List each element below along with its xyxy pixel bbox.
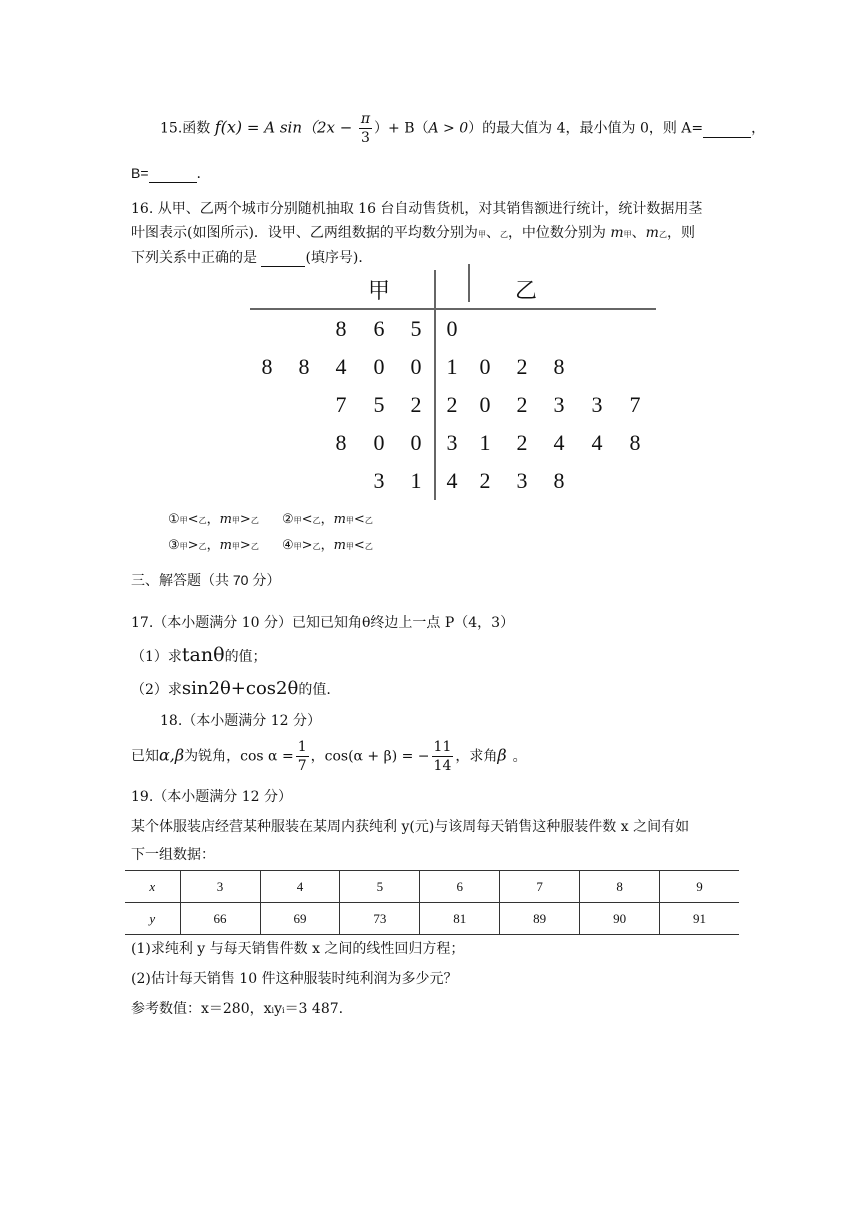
q16-option-m: m [219, 512, 232, 527]
q15-comma: ， [751, 120, 766, 137]
q15-blank-b[interactable] [149, 166, 197, 183]
leaf-right: 2 [516, 430, 528, 455]
table-cell: 73 [340, 903, 420, 935]
q16-option-rel1: < [301, 512, 313, 527]
leaf-right: 8 [629, 430, 641, 455]
stem-leaf-left-rule [434, 270, 436, 500]
q18-frac2: $\frac{11}{14}$ [433, 739, 452, 774]
q16-line1: 16. 从甲、乙两个城市分别随机抽取 16 台自动售货机，对其销售额进行统计，统计数据用茎 [131, 201, 703, 217]
q16-option-rel2: < [353, 512, 365, 527]
q16-line2-text: 叶图表示(如图所示)．设甲、乙两组数据的平均数分别为 [131, 225, 478, 241]
q16-option-m: m [219, 538, 232, 553]
q15-line [160, 112, 765, 145]
q18-beta: β [497, 745, 507, 765]
leaf-right: 8 [553, 354, 565, 379]
q16-option-ma: 甲 [345, 542, 354, 551]
table-cell: 66 [180, 903, 260, 935]
leaf-left: 3 [373, 468, 385, 493]
q16-option-a: 甲 [293, 542, 302, 551]
q16-option-ma: 甲 [231, 542, 240, 551]
q16-option [282, 508, 373, 527]
q16-line3-text: 下列关系中正确的是 [131, 250, 257, 266]
q19-ref-c: ＝3 487. [284, 1001, 344, 1017]
q16-line2 [131, 222, 695, 242]
q19-part1: (1)求纯利 y 与每天销售件数 x 之间的线性回归方程； [131, 941, 465, 957]
q18-head: 18.（本小题满分 12 分） [160, 713, 321, 729]
table-cell: 3 [180, 871, 260, 903]
stem-leaf-plot [250, 270, 660, 500]
data-table [125, 870, 739, 935]
stem: 2 [446, 392, 458, 417]
leaf-left: 1 [410, 468, 422, 493]
q16-option [168, 534, 259, 553]
q16-option-rel2: > [239, 538, 251, 553]
q16-m-a: m [610, 225, 624, 241]
q16-option [168, 508, 259, 527]
q17-part1 [131, 644, 267, 666]
q16-option-b: 乙 [198, 542, 207, 551]
stem-leaf-header-rule [250, 308, 656, 310]
leaf-left: 0 [410, 354, 422, 379]
leaf-left: 0 [373, 354, 385, 379]
table-header-x: x [125, 871, 180, 903]
q18-frac1: $\frac{1}{7}$ [297, 739, 307, 774]
leaf-right: 0 [479, 392, 491, 417]
q16-option-rel1: > [301, 538, 313, 553]
q16-option-mb: 乙 [364, 542, 373, 551]
leaf-left: 4 [335, 354, 347, 379]
leaf-right: 3 [591, 392, 603, 417]
q18-cos2: cos(α + β) = − [324, 748, 430, 765]
leaf-left: 0 [410, 430, 422, 455]
table-cell: 5 [340, 871, 420, 903]
q15-period: . [196, 166, 201, 182]
q16-m-jia: 甲 [623, 230, 632, 239]
leaf-left: 0 [373, 430, 385, 455]
q16-option-mark: ④ [282, 538, 294, 553]
q17-sincos: sin2θ+cos2θ [181, 678, 299, 699]
leaf-right: 1 [479, 430, 491, 455]
q19-ref-sub1: i [271, 1006, 275, 1015]
q16-option-a: 甲 [179, 542, 188, 551]
leaf-right: 2 [516, 392, 528, 417]
q18-cos1: cos α = [240, 748, 294, 765]
q19-line1: 某个体服装店经营某种服装在某周内获纯利 y(元)与该周每天销售这种服装件数 x 之间有如 [131, 819, 690, 835]
q16-m-yi: 乙 [658, 230, 667, 239]
q19-ref [131, 998, 343, 1018]
leaf-left: 5 [410, 316, 422, 341]
q16-option-m: m [333, 512, 346, 527]
leaf-right: 3 [553, 392, 565, 417]
q19-ref-y: y [274, 1001, 282, 1017]
q16-option-comma: ， [206, 538, 220, 553]
q16-option-rel2: < [353, 538, 365, 553]
stem: 0 [446, 316, 458, 341]
q16-option-comma: ， [320, 512, 334, 527]
q16-option-mark: ① [168, 512, 180, 527]
leaf-left: 8 [335, 430, 347, 455]
table-row-y [125, 903, 739, 935]
leaf-left: 8 [335, 316, 347, 341]
leaf-right: 7 [629, 392, 641, 417]
q16-m-b: m [645, 225, 659, 241]
q19-part2: (2)估计每天销售 10 件这种服装时纯利润为多少元？ [131, 971, 458, 987]
q16-option-m: m [333, 538, 346, 553]
q18-e: 。 [512, 748, 527, 765]
q16-option-mb: 乙 [250, 542, 259, 551]
q18-alpha-beta: α,β [159, 745, 185, 765]
q15-pi-fraction: $\frac{\pi}{3}$ [360, 111, 371, 146]
leaf-left: 7 [335, 392, 347, 417]
table-cell: 81 [420, 903, 500, 935]
q16-option-mark: ③ [168, 538, 180, 553]
q16-option-mb: 乙 [250, 516, 259, 525]
stem-leaf-right-rule [468, 264, 470, 302]
q19-head: 19.（本小题满分 12 分） [131, 789, 292, 805]
leaf-right: 8 [553, 468, 565, 493]
q16-line2c: ，则 [666, 225, 695, 241]
q16-line2b: ，中位数分别为 [507, 225, 606, 241]
stem: 1 [446, 354, 458, 379]
q15-tail: ）+ B（ [374, 120, 429, 137]
q16-sep1: 、 [485, 225, 500, 241]
q17-part2 [131, 678, 331, 699]
q16-option-comma: ， [320, 538, 334, 553]
q15-line2 [131, 165, 201, 183]
table-cell: 6 [420, 871, 500, 903]
leaf-right: 0 [479, 354, 491, 379]
q17-head: 17.（本小题满分 10 分）已知已知角θ终边上一点 P（4，3） [131, 615, 515, 631]
table-cell: 91 [660, 903, 739, 935]
q18-d: ，求角 [455, 748, 498, 765]
q17-p1-prefix: （1）求 [131, 649, 182, 665]
q18-b: 为锐角， [184, 748, 241, 765]
q16-option-a: 甲 [179, 516, 188, 525]
q16-option [282, 534, 373, 553]
q16-option-comma: ， [206, 512, 220, 527]
table-cell: 4 [260, 871, 340, 903]
q18-body [131, 740, 527, 773]
stem: 4 [446, 468, 458, 493]
stem: 3 [446, 430, 458, 455]
leaf-right: 4 [591, 430, 603, 455]
table-cell: 7 [500, 871, 580, 903]
q16-mean-a: 甲 [477, 230, 486, 239]
q16-option-b: 乙 [312, 542, 321, 551]
q17-p2-suffix: 的值. [298, 682, 331, 698]
table-cell: 9 [660, 871, 739, 903]
leaf-left: 8 [261, 354, 273, 379]
leaf-right: 2 [516, 354, 528, 379]
q16-option-ma: 甲 [345, 516, 354, 525]
q18-a: 已知 [131, 748, 159, 765]
q15-func: f(x) [214, 117, 243, 137]
q16-option-b: 乙 [198, 516, 207, 525]
q15-eq: = A sin（2x − [242, 118, 353, 137]
q16-option-rel1: < [187, 512, 199, 527]
q16-option-a: 甲 [293, 516, 302, 525]
q16-option-rel2: > [239, 512, 251, 527]
q15-b-label: B= [131, 165, 149, 181]
q15-tail2: ）的最大值为 4，最小值为 0，则 A= [468, 120, 704, 137]
table-header-y: y [125, 903, 180, 935]
stem-leaf-header-right: 乙 [515, 278, 538, 303]
q16-option-mb: 乙 [364, 516, 373, 525]
q16-blank[interactable] [261, 250, 305, 267]
q15-cond: A > 0 [428, 120, 469, 137]
q18-c: ， [310, 748, 325, 765]
q16-line3b: (填序号)． [305, 250, 373, 266]
q16-mean-b: 乙 [499, 230, 508, 239]
q17-tan: tanθ [181, 644, 225, 666]
leaf-left: 6 [373, 316, 385, 341]
table-row-x [125, 871, 739, 903]
q16-option-mark: ② [282, 512, 294, 527]
q15-prefix: 15.函数 [160, 120, 211, 137]
q16-option-rel1: > [187, 538, 199, 553]
leaf-right: 3 [516, 468, 528, 493]
leaf-right: 4 [553, 430, 565, 455]
section-heading: 三、解答题（共 70 分） [131, 572, 281, 588]
table-cell: 8 [580, 871, 660, 903]
q16-option-b: 乙 [312, 516, 321, 525]
q19-ref-a: 参考数值：x＝280，x [131, 1001, 272, 1017]
leaf-left: 2 [410, 392, 422, 417]
q15-blank-a[interactable] [703, 121, 751, 138]
table-cell: 90 [580, 903, 660, 935]
q16-line3 [131, 247, 372, 267]
stem-leaf-header-left: 甲 [368, 278, 391, 303]
leaf-left: 5 [373, 392, 385, 417]
leaf-left: 8 [298, 354, 310, 379]
table-cell: 69 [260, 903, 340, 935]
q17-p2-prefix: （2）求 [131, 682, 182, 698]
q17-p1-suffix: 的值； [224, 649, 267, 665]
q16-sep2: 、 [631, 225, 646, 241]
q16-option-ma: 甲 [231, 516, 240, 525]
q19-ref-sub2: i [282, 1006, 285, 1015]
q19-line2: 下一组数据： [131, 847, 215, 863]
leaf-right: 2 [479, 468, 491, 493]
table-cell: 89 [500, 903, 580, 935]
